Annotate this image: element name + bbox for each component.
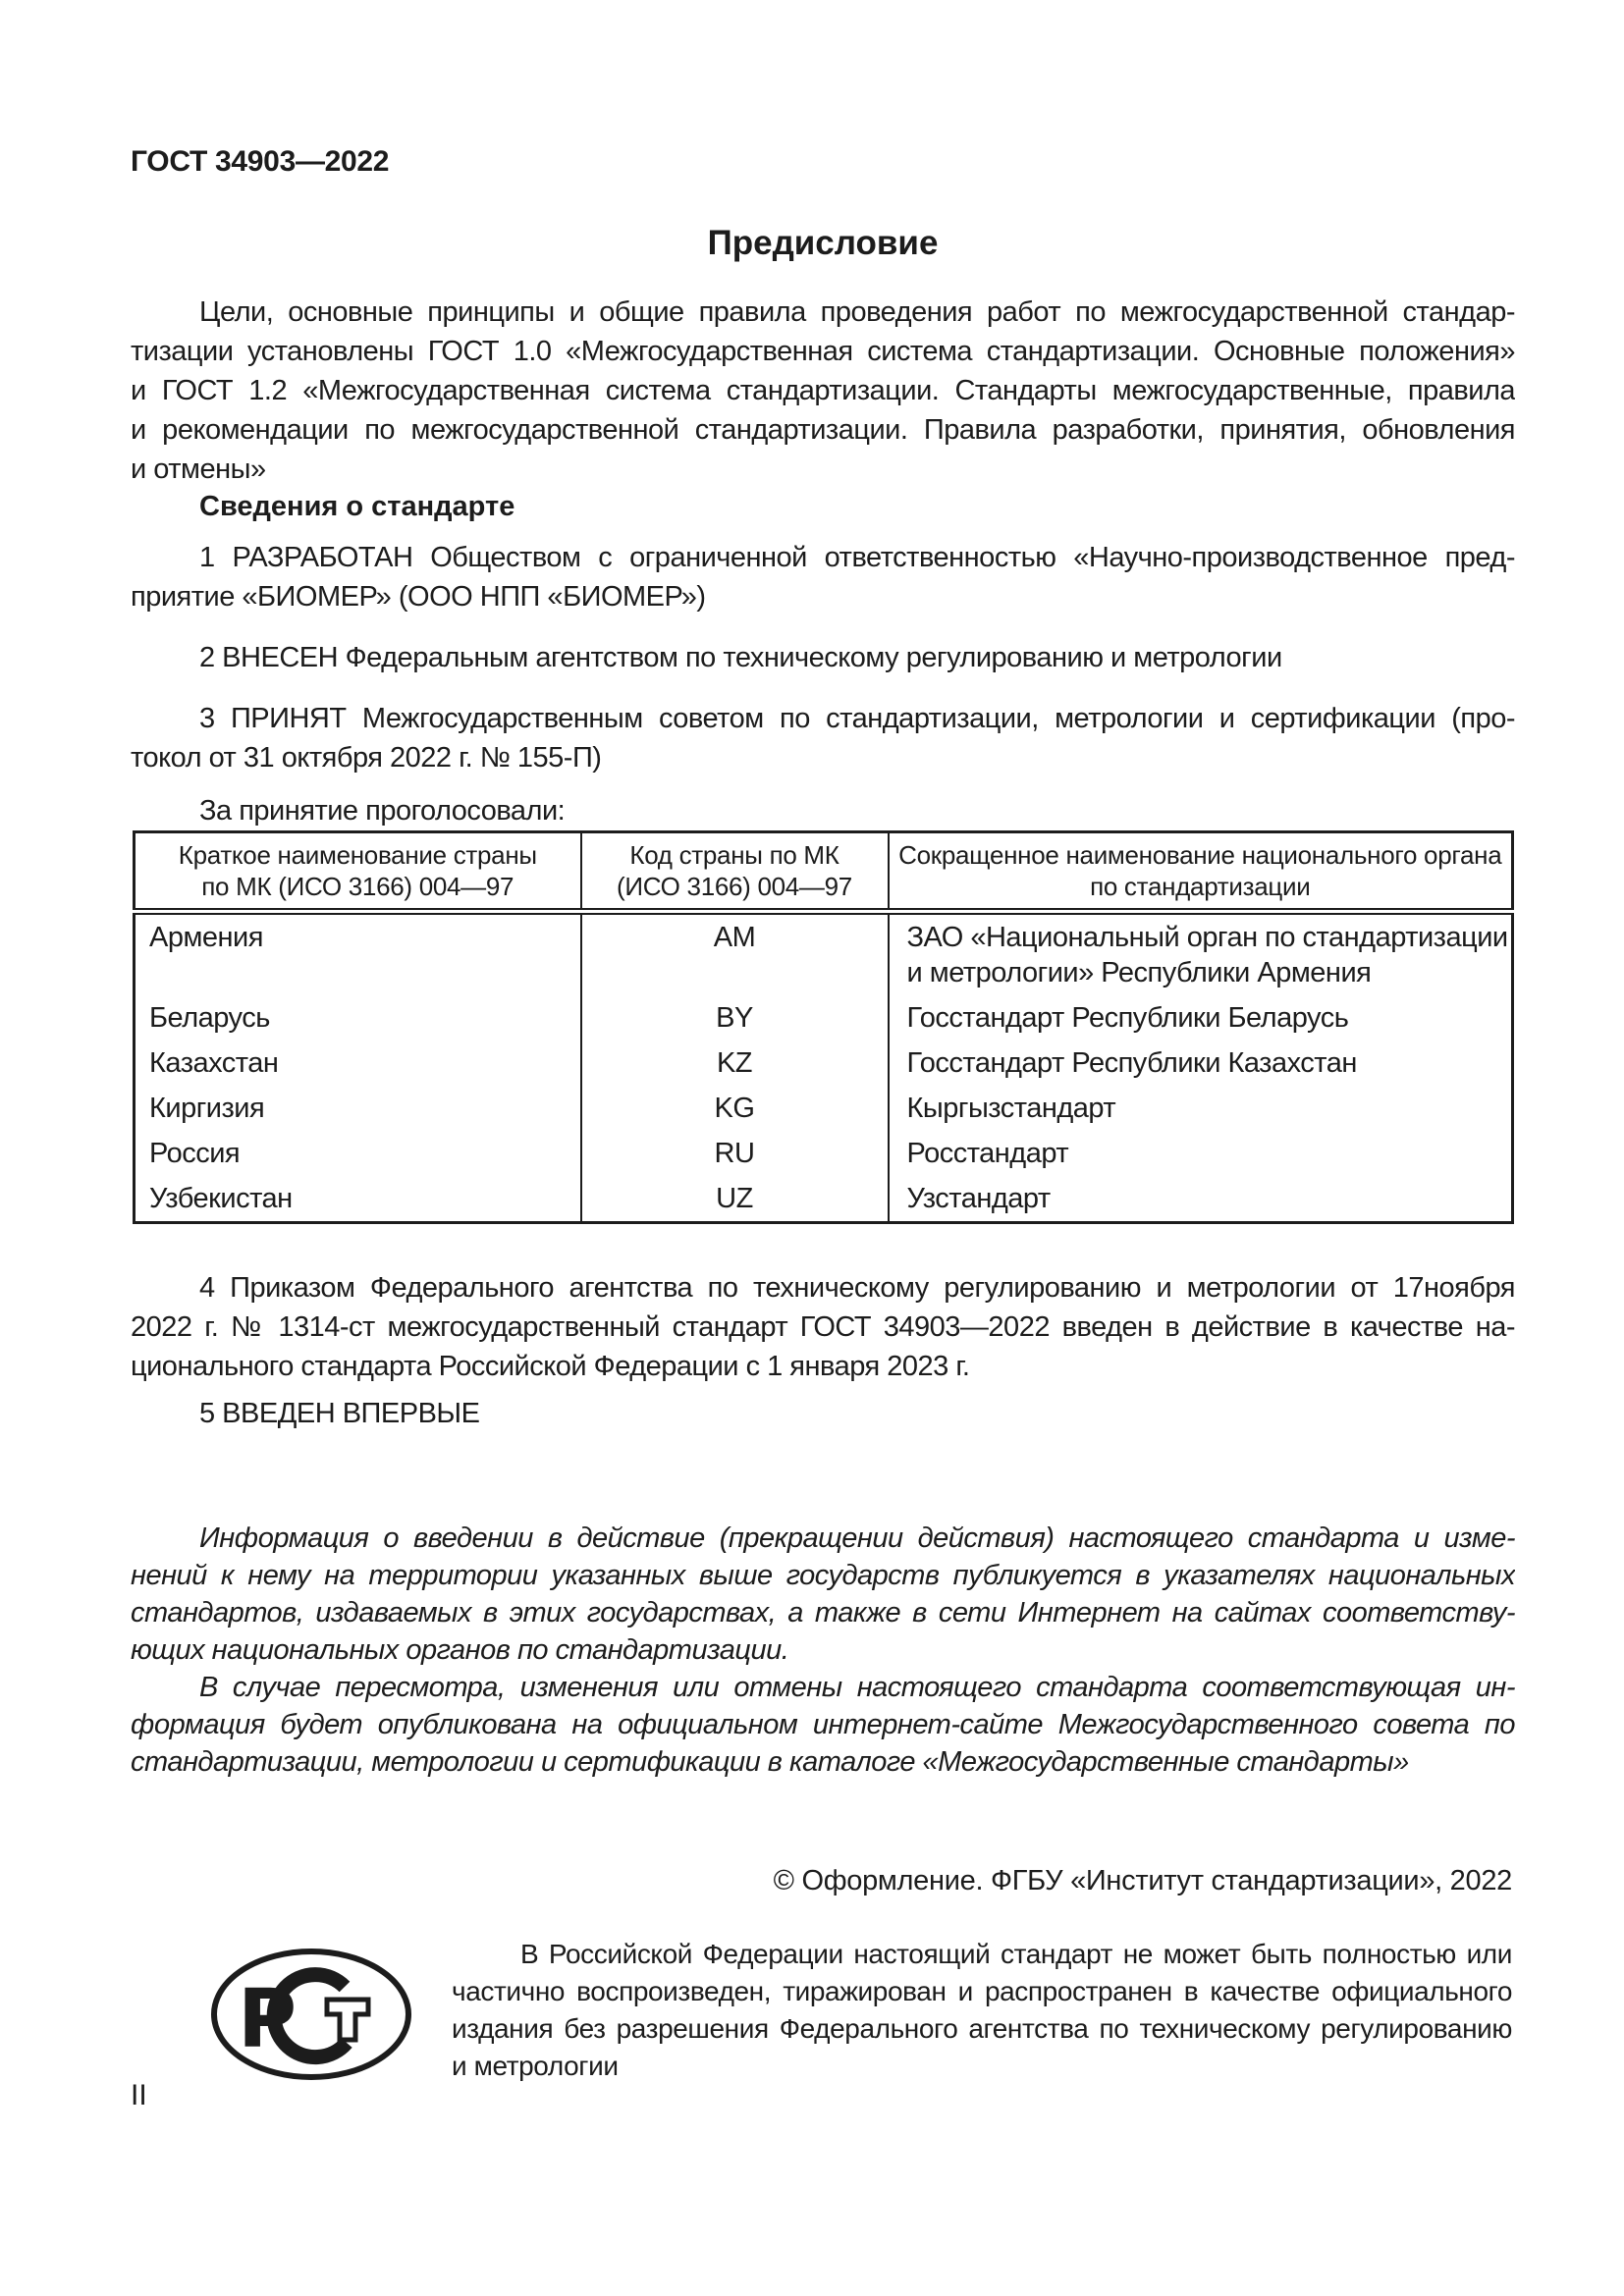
cell-country xyxy=(135,912,581,996)
cell-code xyxy=(581,1041,889,1086)
cell-org xyxy=(889,912,1513,996)
text-line: Сокращенное наименование национального органа xyxy=(898,840,1502,870)
text-line: ющих национальных органов по стандартизации. xyxy=(131,1634,789,1666)
text-line: нений к нему на территории указанных выше государств публикуется в указателях национальных xyxy=(131,1560,1515,1591)
column-header-country xyxy=(135,832,581,912)
cell-country xyxy=(135,1041,581,1086)
copyright-line: © Оформление. ФГБУ «Институт стандартизации», 2022 xyxy=(773,1865,1512,1896)
text-line: ЗАО «Национальный орган по стандартизации xyxy=(906,922,1508,953)
item-5-first-introduced xyxy=(131,1394,1515,1433)
text-line: и метрологии» Республики Армения xyxy=(906,957,1372,988)
text-line: по стандартизации xyxy=(1090,872,1311,901)
cell-org xyxy=(889,1131,1513,1176)
text-line: ционального стандарта Российской Федерации с 1 января 2023 г. xyxy=(131,1351,970,1382)
cell-org xyxy=(889,1086,1513,1131)
text-line: Казахстан xyxy=(149,1047,279,1079)
text-line: Россия xyxy=(149,1138,241,1169)
rst-logo xyxy=(208,1946,414,2083)
text-line: (ИСО 3166) 004—97 xyxy=(617,872,852,901)
text-line: частично воспроизведен, тиражирован и распространен в качестве официального xyxy=(452,1976,1512,2006)
vote-table xyxy=(133,830,1514,1224)
column-header-org xyxy=(889,832,1513,912)
rst-logo-letter-t xyxy=(327,2000,368,2040)
cell-code xyxy=(581,912,889,996)
text-line: Узстандарт xyxy=(906,1183,1051,1214)
text-line: и рекомендации по межгосударственной стандартизации. Правила разработки, принятия, обновления xyxy=(131,414,1515,446)
table-row xyxy=(135,1086,1513,1131)
text-line: В случае пересмотра, изменения или отмены настоящего стандарта соответствующая ин- xyxy=(199,1672,1515,1703)
text-line: UZ xyxy=(716,1183,753,1214)
text-line: 1 РАЗРАБОТАН Обществом с ограниченной ответственностью «Научно-производственное пред- xyxy=(199,542,1515,573)
vote-intro xyxy=(131,791,1515,830)
text-line: издания без разрешения Федерального агентства по техническому регулированию xyxy=(452,2013,1512,2044)
page-number: II xyxy=(131,2079,147,2111)
item-3-adopted xyxy=(131,699,1515,777)
text-line: токол от 31 октября 2022 г. № 155-П) xyxy=(131,742,602,774)
section-heading-standard-info: Сведения о стандарте xyxy=(199,491,515,522)
text-line: 5 ВВЕДЕН ВПЕРВЫЕ xyxy=(199,1398,480,1429)
text-line: по МК (ИСО 3166) 004—97 xyxy=(201,872,514,901)
text-line: стандартизации, метрологии и сертификации в каталоге «Межгосударственные стандарты» xyxy=(131,1746,1409,1778)
table-row xyxy=(135,1131,1513,1176)
rst-logo-letter-r: Р xyxy=(238,1973,298,2066)
text-line: 4 Приказом Федерального агентства по техническому регулированию и метрологии от 17ноября xyxy=(199,1272,1515,1304)
cell-org xyxy=(889,1176,1513,1223)
text-line: Госстандарт Республики Казахстан xyxy=(906,1047,1357,1079)
text-line: тизации установлены ГОСТ 1.0 «Межгосударственная система стандартизации. Основные положения» xyxy=(131,336,1515,367)
item-1-developed xyxy=(131,538,1515,616)
text-line: В Российской Федерации настоящий стандарт не может быть полностью или xyxy=(520,1939,1512,1969)
intro-paragraph xyxy=(131,293,1515,489)
table-row xyxy=(135,995,1513,1041)
doc-number: ГОСТ 34903—2022 xyxy=(131,145,390,178)
table-header-row xyxy=(135,832,1513,912)
text-line: Госстандарт Республики Беларусь xyxy=(906,1002,1349,1034)
text-line: Цели, основные принципы и общие правила проведения работ по межгосударственной стандар- xyxy=(199,296,1515,328)
text-line: и отмены» xyxy=(131,454,266,485)
text-line: Армения xyxy=(149,922,263,953)
reproduction-restriction xyxy=(452,1936,1512,2085)
text-line: 2 ВНЕСЕН Федеральным агентством по техническому регулированию и метрологии xyxy=(199,642,1282,673)
text-line: KZ xyxy=(716,1047,753,1079)
cell-org xyxy=(889,995,1513,1041)
text-line: Киргизия xyxy=(149,1093,265,1124)
notice-paragraph-1 xyxy=(131,1520,1515,1669)
text-line: Узбекистан xyxy=(149,1183,293,1214)
cell-country xyxy=(135,995,581,1041)
text-line: и метрологии xyxy=(452,2051,619,2081)
text-line: AM xyxy=(713,922,756,953)
cell-org xyxy=(889,1041,1513,1086)
text-line: и ГОСТ 1.2 «Межгосударственная система стандартизации. Стандарты межгосударственные, правила xyxy=(131,375,1515,406)
text-line: Росстандарт xyxy=(906,1138,1069,1169)
item-2-submitted xyxy=(131,638,1515,677)
text-line: Информация о введении в действие (прекращении действия) настоящего стандарта и изме- xyxy=(199,1522,1515,1554)
cell-code xyxy=(581,1086,889,1131)
text-line: формация будет опубликована на официальном интернет-сайте Межгосударственного совета по xyxy=(131,1709,1515,1740)
text-line: 2022 г. № 1314-ст межгосударственный стандарт ГОСТ 34903—2022 введен в действие в качестве на- xyxy=(131,1311,1515,1343)
text-line: Краткое наименование страны xyxy=(178,840,537,870)
text-line: Кыргызстандарт xyxy=(906,1093,1116,1124)
cell-code xyxy=(581,995,889,1041)
text-line: RU xyxy=(714,1138,755,1169)
text-line: BY xyxy=(716,1002,753,1034)
cell-country xyxy=(135,1086,581,1131)
table-row xyxy=(135,1041,1513,1086)
rst-logo-graphic xyxy=(208,1946,414,2083)
text-line: 3 ПРИНЯТ Межгосударственным советом по стандартизации, метрологии и сертификации (про- xyxy=(199,703,1515,734)
text-line: За принятие проголосовали: xyxy=(199,795,566,827)
cell-code xyxy=(581,1131,889,1176)
text-line: KG xyxy=(714,1093,755,1124)
cell-country xyxy=(135,1176,581,1223)
page-title: Предисловие xyxy=(707,224,939,262)
item-4-order xyxy=(131,1268,1515,1386)
text-line: Код страны по МК xyxy=(629,840,839,870)
cell-country xyxy=(135,1131,581,1176)
table-row xyxy=(135,912,1513,996)
cell-code xyxy=(581,1176,889,1223)
column-header-code xyxy=(581,832,889,912)
text-line: Беларусь xyxy=(149,1002,270,1034)
text-line: приятие «БИОМЕР» (ООО НПП «БИОМЕР») xyxy=(131,581,706,613)
table-row xyxy=(135,1176,1513,1223)
notice-paragraph-2 xyxy=(131,1669,1515,1781)
text-line: стандартов, издаваемых в этих государствах, а также в сети Интернет на сайтах соответству- xyxy=(131,1597,1515,1629)
